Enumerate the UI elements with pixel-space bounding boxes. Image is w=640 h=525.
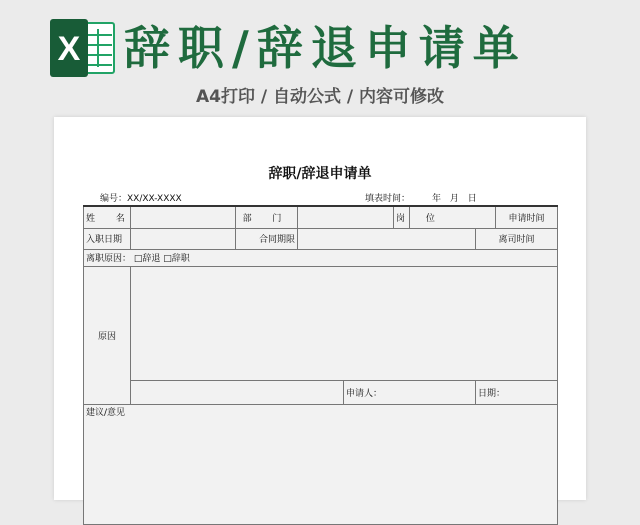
post-label: 岗 位 [394,206,410,228]
reason-checkbox-line[interactable]: 离职原因： □辞退 □辞职 [84,249,558,266]
fill-date-ymd: 年 月 日 [432,194,477,204]
dept-label: 部 门 [236,206,298,228]
table-row [84,404,558,524]
reason-blank-cell [131,380,344,404]
date-field-label[interactable]: 日期： [476,380,558,404]
banner-subtitle: A4打印 / 自动公式 / 内容可修改 [195,87,445,107]
contract-term-label: 合同期限 [236,228,298,249]
table-row [84,228,558,249]
fill-time-label: 填表时间： [365,194,411,204]
reason-text-area[interactable] [131,266,558,380]
reason-label: 原因 [84,266,131,404]
applicant-label[interactable]: 申请人： [344,380,476,404]
table-row [84,249,558,266]
form-title: 辞职/辞退申请单 [268,166,372,182]
excel-icon [48,17,116,79]
apply-time-label: 申请时间 [496,206,558,228]
form-number: 编号：XX/XX-XXXX [100,194,182,204]
application-table [83,205,558,525]
contract-term-cell[interactable] [298,228,476,249]
banner [0,0,640,116]
svg-text:X: X [57,30,81,68]
banner-title: 辞职/辞退申请单 [124,21,527,75]
dept-cell[interactable] [298,206,394,228]
table-row [84,380,558,404]
entry-date-cell[interactable] [131,228,236,249]
table-row [84,206,558,228]
opinion-area[interactable]: 建议/意见 [84,404,558,524]
form-paper [54,117,586,500]
leave-time-label: 离司时间 [476,228,558,249]
table-row [84,266,558,380]
name-cell[interactable] [131,206,236,228]
name-label: 姓 名 [84,206,131,228]
entry-date-label: 入职日期 [84,228,131,249]
